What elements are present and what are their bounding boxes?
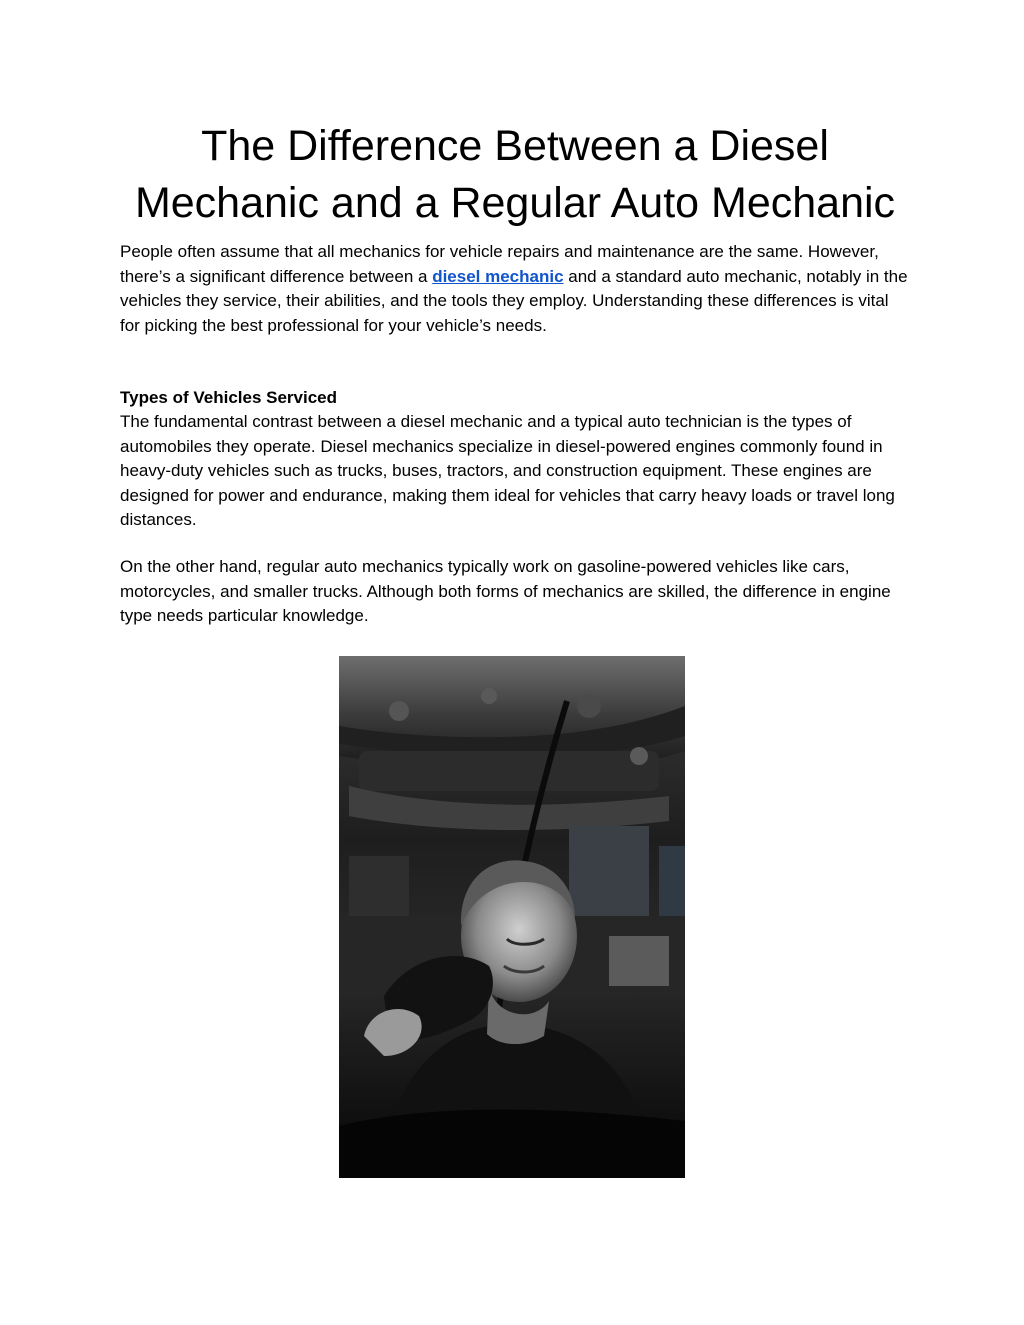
title-line-2: Mechanic and a Regular Auto Mechanic [134,179,896,227]
mechanic-photo [339,656,685,1178]
title-line-1: The Difference Between a Diesel [201,122,829,170]
diesel-mechanic-link[interactable]: diesel mechanic [432,266,564,286]
section-types-paragraph: The fundamental contrast between a diesel mechanic and a typical auto technician is the types of automobiles they operate. Diesel mechanics specialize in diesel-powered engines commonly found in heavy-duty vehicles such as trucks, buses, tractors, and construction equipment. These engines are designed for power and endurance, making them ideal for vehicles that carry heavy loads or travel long distances. [120,412,895,529]
intro-text-before-link: People often assume that all mechanics for vehicle repairs and maintenance are the same. However, there’s a significant difference between a [120,242,879,286]
section-other-hand-paragraph: On the other hand, regular auto mechanics typically work on gasoline-powered vehicles like cars, motorcycles, and smaller trucks. Although both forms of mechanics are skilled, the difference in engine type needs particular knowledge. [120,557,891,625]
page-title [120,118,910,232]
mechanic-under-vehicle-image [339,656,685,1178]
intro-text-after-link: and a standard auto mechanic, notably in the vehicles they service, their abilities, and the tools they employ. Understanding these differences is vital for picking the best professional for your vehicle’s needs. [120,266,908,335]
intro-paragraph [120,240,910,338]
section-heading-types-of-vehicles: Types of Vehicles Serviced [120,388,338,407]
